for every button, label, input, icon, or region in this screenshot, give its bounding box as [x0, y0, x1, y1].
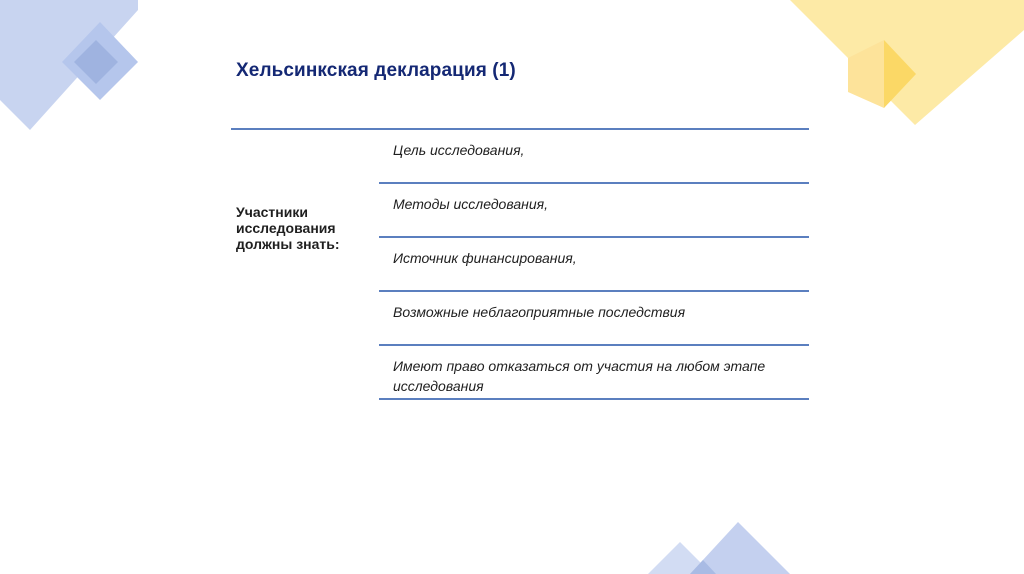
list-item-text: Источник финансирования, [393, 250, 577, 266]
deco-diamond-yellow-large [790, 0, 1024, 125]
list-item [379, 238, 809, 292]
participants-label: Участники исследования должны знать: [236, 204, 340, 252]
list-item [379, 292, 809, 346]
list-item-text: Цель исследования, [393, 142, 525, 158]
list-item-text: Возможные неблагоприятные последствия [393, 304, 686, 320]
list-item-text: Имеют право отказаться от участия на любом этапе исследования [393, 358, 766, 394]
requirements-list [379, 130, 809, 400]
list-item [379, 130, 809, 184]
list-item-text: Методы исследования, [393, 196, 548, 212]
list-item [379, 184, 809, 238]
slide-title: Хельсинкская декларация (1) [236, 60, 516, 81]
list-item [379, 346, 809, 400]
